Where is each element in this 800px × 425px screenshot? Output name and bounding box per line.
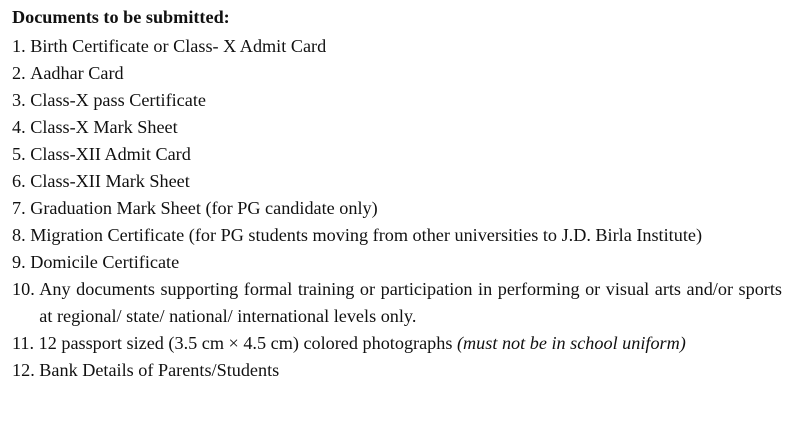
list-item xyxy=(12,357,782,384)
item-text xyxy=(39,330,782,357)
item-text: Bank Details of Parents/Students xyxy=(39,360,280,380)
list-item xyxy=(12,168,782,195)
item-text: Any documents supporting formal training or participation in performing or visual arts and/or sports at regional/ state/ national/ international levels only. xyxy=(39,279,782,326)
list-item xyxy=(12,114,782,141)
item-text: Graduation Mark Sheet (for PG candidate only) xyxy=(30,198,378,218)
item-text: Domicile Certificate xyxy=(30,252,180,272)
list-item xyxy=(12,195,782,222)
item-text: Birth Certificate or Class- X Admit Card xyxy=(30,36,327,56)
list-item xyxy=(12,222,782,249)
item-text: Aadhar Card xyxy=(30,63,124,83)
item-main-text: 12 passport sized (3.5 cm × 4.5 cm) colored photographs xyxy=(38,333,453,353)
document-body xyxy=(12,4,782,384)
item-number: 7. xyxy=(12,198,26,218)
item-text: Class-X Mark Sheet xyxy=(30,117,178,137)
item-number: 4. xyxy=(12,117,26,137)
item-number: 10. xyxy=(12,279,35,299)
list-item xyxy=(12,60,782,87)
item-number: 6. xyxy=(12,171,26,191)
list-item xyxy=(12,276,782,330)
item-text: Migration Certificate (for PG students moving from other universities to J.D. Birla Institute) xyxy=(30,225,702,245)
list-item xyxy=(12,87,782,114)
documents-list xyxy=(12,33,782,384)
item-note: (must not be in school uniform) xyxy=(456,333,686,353)
item-number: 2. xyxy=(12,63,26,83)
item-text: Class-X pass Certificate xyxy=(30,90,206,110)
item-number: 9. xyxy=(12,252,26,272)
list-item xyxy=(12,33,782,60)
item-number: 12. xyxy=(12,360,35,380)
item-text: Class-XII Admit Card xyxy=(30,144,191,164)
list-item xyxy=(12,330,782,357)
list-item xyxy=(12,249,782,276)
list-item xyxy=(12,141,782,168)
item-number: 5. xyxy=(12,144,26,164)
item-number: 3. xyxy=(12,90,26,110)
item-number: 11. xyxy=(12,333,35,353)
item-text: Class-XII Mark Sheet xyxy=(30,171,190,191)
item-number: 1. xyxy=(12,36,26,56)
documents-heading: Documents to be submitted: xyxy=(12,7,230,27)
item-number: 8. xyxy=(12,225,26,245)
